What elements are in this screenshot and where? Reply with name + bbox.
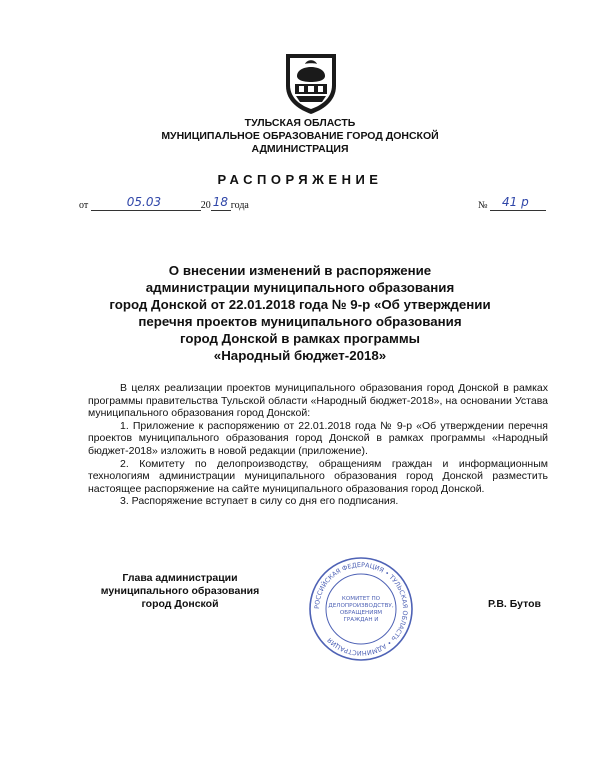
official-stamp-icon: [308, 556, 414, 662]
title-line: «Народный бюджет-2018»: [213, 348, 387, 363]
year-prefix: 20: [200, 200, 211, 211]
number-blank: [490, 195, 546, 211]
signer-position-line: Глава администрации: [122, 572, 238, 584]
year-suffix: года: [230, 200, 249, 211]
title-line: О внесении изменений в распоряжение: [168, 263, 432, 278]
stamp-center-line: ДЕЛОПРОИЗВОДСТВУ,: [328, 603, 394, 609]
region-heading: ТУЛЬСКАЯ ОБЛАСТЬ: [244, 117, 356, 129]
document-type: РАСПОРЯЖЕНИЕ: [217, 172, 383, 187]
title-line: город Донской в рамках программы: [179, 331, 421, 346]
date-prefix: от: [79, 200, 89, 211]
document-title: [60, 262, 540, 364]
stamp-ring-text: РОССИЙСКАЯ ФЕДЕРАЦИЯ • ТУЛЬСКАЯ ОБЛАСТЬ • АДМИНИСТРАЦИЯ: [312, 560, 410, 658]
number-handwritten: 41 р: [502, 195, 529, 209]
coat-of-arms-icon: [282, 52, 340, 116]
intro-paragraph: В целях реализации проектов муниципального образования город Донской в рамках программы правительства Тульской области «Народный бюджет-2018», на основании Устава муниципального образования город Донской:: [88, 382, 548, 420]
number-line: [478, 195, 546, 211]
date-blank: [91, 195, 201, 211]
signer-position: [95, 572, 265, 611]
administration-heading: АДМИНИСТРАЦИЯ: [251, 143, 349, 155]
item-3-paragraph: 3. Распоряжение вступает в силу со дня его подписания.: [120, 495, 399, 508]
signer-position-line: город Донской: [141, 598, 219, 610]
title-line: администрации муниципального образования: [145, 280, 455, 295]
stamp-center-line: ОБРАЩЕНИЯМ: [339, 610, 383, 616]
svg-text:РОССИЙСКАЯ ФЕДЕРАЦИЯ • ТУЛЬСКА: [313, 561, 409, 657]
date-line: [79, 195, 249, 211]
date-handwritten: 05.03: [126, 195, 162, 209]
title-line: город Донской от 22.01.2018 года № 9-р «Об утверждении: [109, 297, 491, 312]
signer-position-line: муниципального образования: [100, 585, 260, 597]
municipality-heading: МУНИЦИПАЛЬНОЕ ОБРАЗОВАНИЕ ГОРОД ДОНСКОЙ: [161, 130, 439, 142]
stamp-center-line: КОМИТЕТ ПО: [341, 596, 381, 602]
document-body: [88, 382, 548, 508]
item-1-paragraph: 1. Приложение к распоряжению от 22.01.2018 года № 9-р «Об утверждении перечня проектов муниципального образования город Донской в рамках программы «Народный бюджет-2018» изложить в новой редакции (приложение).: [88, 419, 548, 457]
item-2-paragraph: 2. Комитету по делопроизводству, обращениям граждан и информационным технологиям администрации муниципального образования город Донской разместить настоящее распоряжение на сайте муниципального образования город Донской.: [88, 457, 548, 495]
signer-name: Р.В. Бутов: [488, 598, 542, 610]
title-line: перечня проектов муниципального образования: [138, 314, 462, 329]
stamp-center-line: ГРАЖДАН И: [343, 617, 379, 623]
year-blank: [211, 195, 231, 211]
year-handwritten: 18: [212, 195, 229, 209]
number-prefix: №: [478, 200, 488, 211]
